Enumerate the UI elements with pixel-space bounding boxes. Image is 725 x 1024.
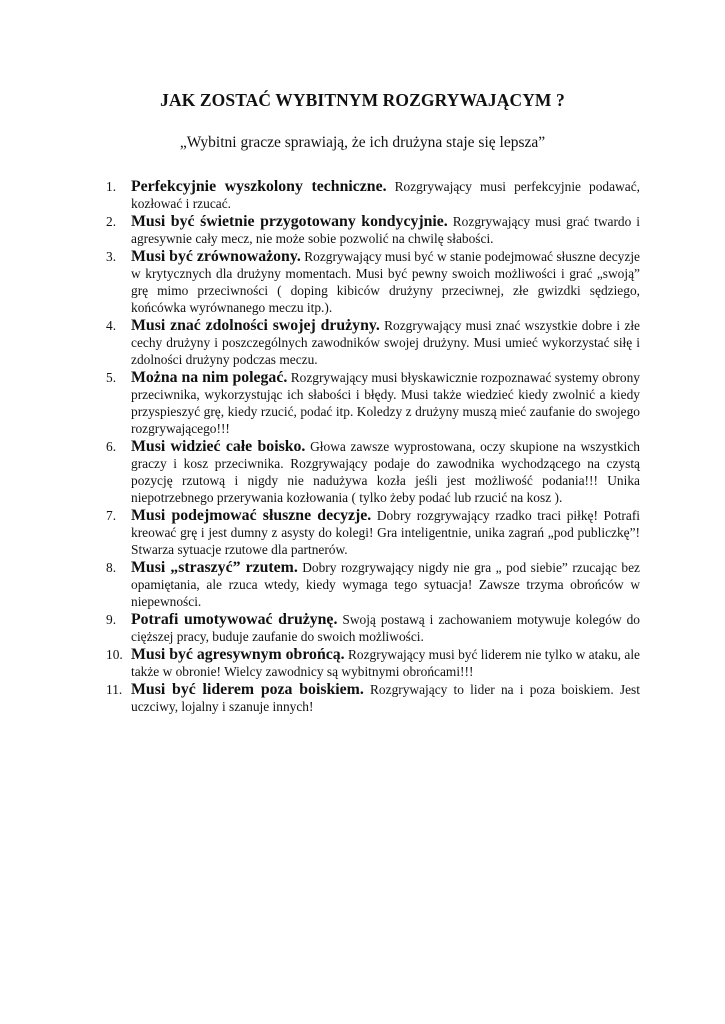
item-text: Głowa zawsze wyprostowana, oczy skupione na wszystkich graczy i kosz przeciwnika. Rozgrywający podaje do zawodnika wychodzącego na czystą pozycję rzutową i nigdy nie nadużywa kozła jeśli jest możliwość podania!!! Unika niepotrzebnego przerywania kozłowania ( tylko żeby podać lub rzucić na kosz ). xyxy=(131,439,640,505)
item-number: 7. xyxy=(106,508,117,523)
item-heading: Można na nim polegać. xyxy=(131,369,288,386)
item-text: Dobry rozgrywający nigdy nie gra „ pod siebie” rzucając bez opamiętania, ale rzuca wtedy, kiedy wymaga tego sytuacja! Zawsze trzyma obrońców w niepewności. xyxy=(131,560,640,609)
list-item xyxy=(94,213,640,247)
item-number: 6. xyxy=(106,439,117,454)
item-number: 4. xyxy=(106,318,117,333)
item-number: 11. xyxy=(106,682,123,697)
list-item xyxy=(94,681,640,715)
list-item xyxy=(94,559,640,610)
item-heading: Perfekcyjnie wyszkolony techniczne. xyxy=(131,178,387,195)
item-text: Rozgrywający musi być liderem nie tylko w ataku, ale także w obronie! Wielcy zawodnicy są wybitnymi obrońcami!!! xyxy=(131,647,640,679)
item-number: 2. xyxy=(106,214,117,229)
item-heading: Musi znać zdolności swojej drużyny. xyxy=(131,317,380,334)
item-number: 9. xyxy=(106,612,117,627)
item-heading: Musi być agresywnym obrońcą. xyxy=(131,646,345,663)
list-item xyxy=(94,611,640,645)
item-text: Rozgrywający musi perfekcyjnie podawać, kozłować i rzucać. xyxy=(131,179,640,211)
item-text: Dobry rozgrywający rzadko traci piłkę! Potrafi kreować grę i jest dumny z asysty do kolegi! Gra inteligentnie, unika zagrań „pod publiczkę”! Stwarza sytuacje rzutowe dla partnerów. xyxy=(131,508,640,557)
item-heading: Musi być liderem poza boiskiem. xyxy=(131,681,364,698)
list-item xyxy=(94,248,640,316)
list-item xyxy=(94,646,640,680)
item-text: Rozgrywający musi grać twardo i agresywnie cały mecz, nie może sobie pozwolić na chwilę słabości. xyxy=(131,214,640,246)
item-text: Rozgrywający to lider na i poza boiskiem. Jest uczciwy, lojalny i szanuje innych! xyxy=(131,682,640,714)
list-item xyxy=(94,369,640,437)
document-quote: „Wybitni gracze sprawiają, że ich drużyna staje się lepsza” xyxy=(179,134,546,151)
item-heading: Musi „straszyć” rzutem. xyxy=(131,559,298,576)
item-number: 1. xyxy=(106,179,117,194)
item-heading: Musi widzieć całe boisko. xyxy=(131,438,306,455)
list-item xyxy=(94,178,640,212)
item-text: Rozgrywający musi błyskawicznie rozpoznawać systemy obrony przeciwnika, wykorzystując ich słabości i błędy. Musi także wiedzieć kiedy zwolnić a kiedy przyspieszyć grę, kiedy rzucić, podać itp. Koledzy z drużyny muszą mieć zaufanie do swojego rozgrywającego!!! xyxy=(131,370,640,436)
item-text: Swoją postawą i zachowaniem motywuje kolegów do cięższej pracy, buduje zaufanie do swoich możliwości. xyxy=(131,612,640,644)
item-heading: Musi być świetnie przygotowany kondycyjnie. xyxy=(131,213,448,230)
item-text: Rozgrywający musi być w stanie podejmować słuszne decyzje w krytycznych dla drużyny momentach. Musi być pewny swoich możliwości i grać „swoją” grę mimo przeciwności ( doping kibiców drużyny przeciwnej, złe gwizdki sędziego, końcówka wyrównanego meczu itp.). xyxy=(131,249,640,315)
item-number: 8. xyxy=(106,560,117,575)
item-number: 5. xyxy=(106,370,117,385)
item-number: 10. xyxy=(106,647,123,662)
document-title: JAK ZOSTAĆ WYBITNYM ROZGRYWAJĄCYM ? xyxy=(160,90,565,110)
tips-list xyxy=(94,178,640,716)
list-item xyxy=(94,507,640,558)
item-heading: Potrafi umotywować drużynę. xyxy=(131,611,338,628)
list-item xyxy=(94,438,640,506)
item-number: 3. xyxy=(106,249,117,264)
item-text: Rozgrywający musi znać wszystkie dobre i złe cechy drużyny i poszczególnych zawodników swojej drużyny. Musi umieć wykorzystać siłę i zdolności drużyny podczas meczu. xyxy=(131,318,640,367)
list-item xyxy=(94,317,640,368)
item-heading: Musi być zrównoważony. xyxy=(131,248,301,265)
item-heading: Musi podejmować słuszne decyzje. xyxy=(131,507,372,524)
